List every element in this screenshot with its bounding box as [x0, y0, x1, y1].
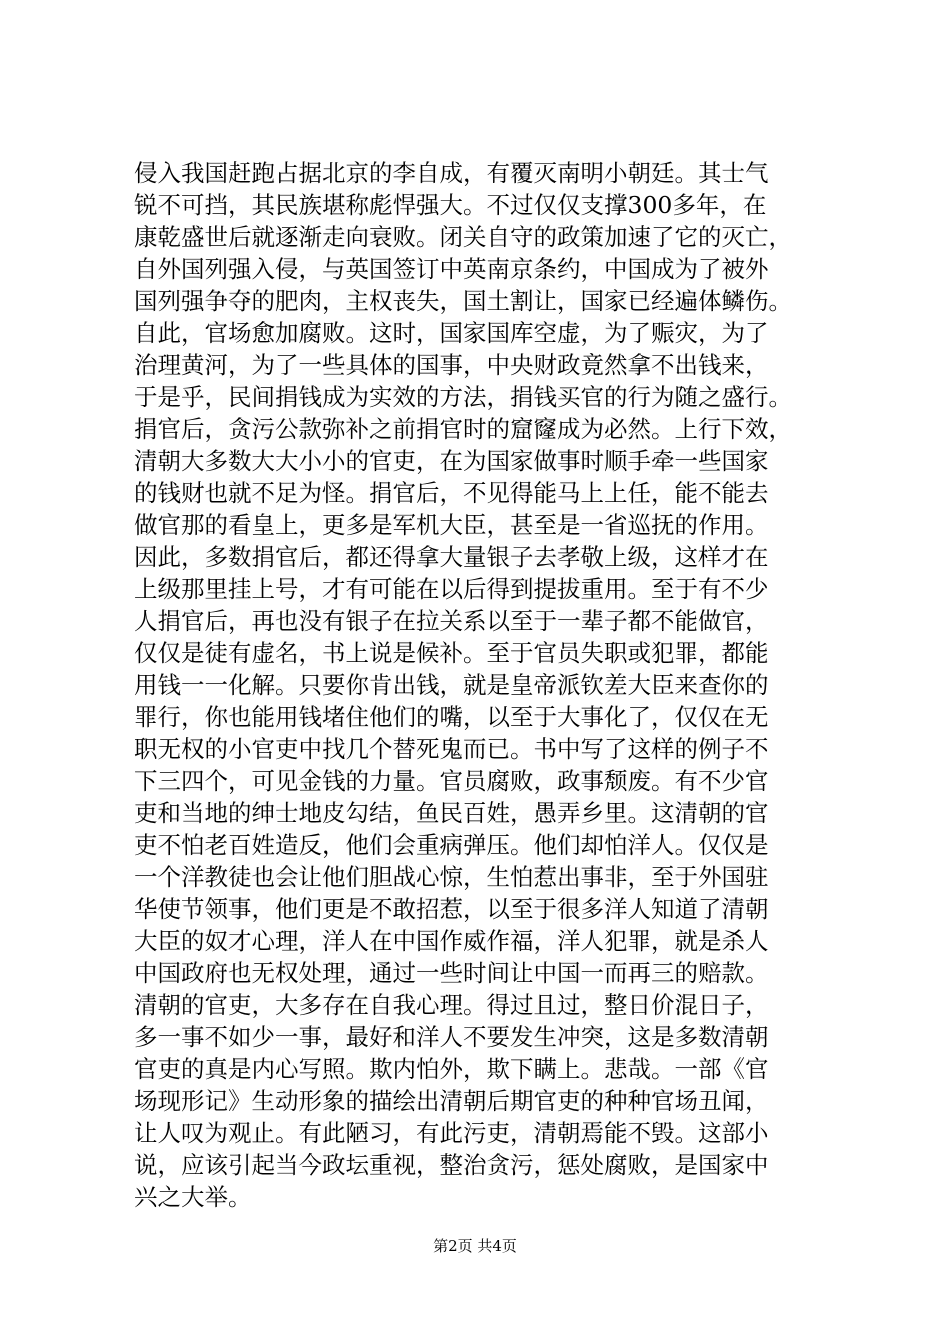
text-line: 兴之大举。	[134, 1183, 252, 1211]
text-line: 国列强争夺的肥肉，主权丧失，国土割让，国家已经遍体鳞伤。	[134, 287, 792, 315]
text-line: 仅仅是徒有虚名，书上说是候补。至于官员失职或犯罪，都能	[134, 639, 769, 667]
text-line: 大臣的奴才心理，洋人在中国作威作福，洋人犯罪，就是杀人	[134, 927, 769, 955]
text-line: 华使节领事，他们更是不敢招惹，以至于很多洋人知道了清朝	[134, 895, 769, 923]
text-line: 因此，多数捐官后，都还得拿大量银子去孝敬上级，这样才在	[134, 543, 769, 571]
body-paragraph	[134, 157, 834, 1213]
text-line: 职无权的小官吏中找几个替死鬼而已。书中写了这样的例子不	[134, 735, 769, 763]
text-line: 康乾盛世后就逐渐走向衰败。闭关自守的政策加速了它的灭亡，	[134, 223, 792, 251]
text-line: 吏和当地的绅士地皮勾结，鱼民百姓，愚弄乡里。这清朝的官	[134, 799, 769, 827]
text-line: 人捐官后，再也没有银子在拉关系以至于一辈子都不能做官，	[134, 607, 769, 635]
text-line: 自外国列强入侵，与英国签订中英南京条约，中国成为了被外	[134, 255, 769, 283]
text-line: 清朝的官吏，大多存在自我心理。得过且过，整日价混日子，	[134, 991, 769, 1019]
text-line: 官吏的真是内心写照。欺内怕外，欺下瞒上。悲哉。一部《官	[134, 1055, 769, 1083]
text-line: 锐不可挡，其民族堪称彪悍强大。不过仅仅支撑300多年，在	[134, 191, 767, 219]
text-line: 一个洋教徒也会让他们胆战心惊，生怕惹出事非，至于外国驻	[134, 863, 769, 891]
text-line: 清朝大多数大大小小的官吏，在为国家做事时顺手牵一些国家	[134, 447, 769, 475]
text-line: 中国政府也无权处理，通过一些时间让中国一而再三的赔款。	[134, 959, 769, 987]
text-line: 用钱一一化解。只要你肯出钱，就是皇帝派钦差大臣来查你的	[134, 671, 769, 699]
text-line: 让人叹为观止。有此陋习，有此污吏，清朝焉能不毁。这部小	[134, 1119, 769, 1147]
text-line: 的钱财也就不足为怪。捐官后，不见得能马上上任，能不能去	[134, 479, 769, 507]
text-line: 罪行，你也能用钱堵住他们的嘴，以至于大事化了，仅仅在无	[134, 703, 769, 731]
text-line: 场现形记》生动形象的描绘出清朝后期官吏的种种官场丑闻，	[134, 1087, 769, 1115]
text-line: 吏不怕老百姓造反，他们会重病弹压。他们却怕洋人。仅仅是	[134, 831, 769, 859]
text-line: 做官那的看皇上，更多是军机大臣，甚至是一省巡抚的作用。	[134, 511, 769, 539]
text-line: 上级那里挂上号，才有可能在以后得到提拔重用。至于有不少	[134, 575, 769, 603]
text-line: 下三四个，可见金钱的力量。官员腐败，政事颓废。有不少官	[134, 767, 769, 795]
text-line: 说，应该引起当今政坛重视，整治贪污，惩处腐败，是国家中	[134, 1151, 769, 1179]
text-line: 治理黄河，为了一些具体的国事，中央财政竟然拿不出钱来，	[134, 351, 769, 379]
text-line: 侵入我国赶跑占据北京的李自成，有覆灭南明小朝廷。其士气	[134, 159, 769, 187]
text-line: 于是乎，民间捐钱成为实效的方法，捐钱买官的行为随之盛行。	[134, 383, 792, 411]
text-line: 捐官后，贪污公款弥补之前捐官时的窟窿成为必然。上行下效，	[134, 415, 792, 443]
text-line: 自此，官场愈加腐败。这时，国家国库空虚，为了赈灾，为了	[134, 319, 769, 347]
page-footer: 第2页 共4页	[433, 1237, 517, 1255]
text-line: 多一事不如少一事，最好和洋人不要发生冲突，这是多数清朝	[134, 1023, 769, 1051]
